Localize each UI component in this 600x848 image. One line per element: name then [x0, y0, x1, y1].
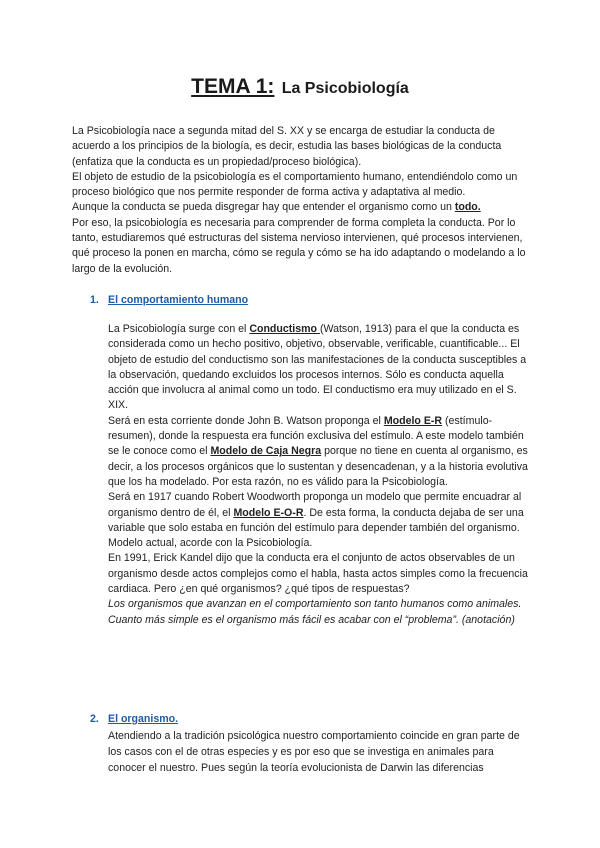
- s1-p2-text-b: (estímulo-resumen), donde la respuesta era función exclusiva del estímulo. A este modelo también se le conoce como el: [108, 414, 524, 458]
- intro-paragraph-4: Por eso, la psicobiología es necesaria para comprender de forma completa la conducta. Por lo tanto, estudiaremos qué estructuras del sistema nervioso intervienen, qué procesos intervienen, qué proceso la ponen en marcha, cómo se regula y cómo se ha ido adaptando o modelando a lo largo de la evolución.: [72, 216, 526, 275]
- section-1-paragraph-3: [108, 490, 528, 551]
- section-1-number: 1.: [90, 294, 99, 306]
- conductismo-term: Conductismo: [249, 323, 320, 335]
- section-1-heading: [90, 293, 248, 308]
- section-1-paragraph-4: En 1991, Erick Kandel dijo que la conducta era el conjunto de actos observables de un organismo desde actos complejos como el habla, hasta actos simples como la frecuencia cardiaca. Pero ¿en qué organismos? ¿qué tipos de respuestas?: [108, 552, 528, 596]
- section-1-note-2: Cuanto más simple es el organismo más fácil es acabar con el “problema”. (anotación): [108, 613, 515, 626]
- section-1-paragraph-2: [108, 414, 528, 490]
- modelo-er-term: Modelo E-R: [383, 414, 443, 427]
- caja-negra-term: Modelo de Caja Negra: [210, 445, 322, 458]
- intro-paragraph-1: La Psicobiología nace a segunda mitad del S. XX y se encarga de estudiar la conducta de acuerdo a los principios de la biología, es decir, estudia las bases biológicas de la conducta (enfatiza que la conducta es un propiedad/proceso biológica).: [72, 125, 502, 168]
- section-1-paragraph-1: [108, 322, 528, 414]
- s1-p3-text-b: . De esta forma, la conducta dejaba de ser una variable que solo estaba en función del estímulo para depender también del organismo. Modelo actual, acorde con la Psicobiología.: [108, 506, 524, 550]
- intro-section: [72, 124, 528, 277]
- page-title: [0, 74, 600, 102]
- section-1-body: [108, 322, 528, 628]
- section-1-note-1: Los organismos que avanzan en el comportamiento son tanto humanos como animales.: [108, 598, 522, 611]
- title-text: La Psicobiología: [281, 80, 409, 97]
- s1-p3-text-a: Será en 1917 cuando Robert Woodworth proponga un modelo que permite encuadrar al organismo dentro de él, el: [108, 491, 522, 519]
- modelo-eor-term: Modelo E-O-R: [233, 506, 304, 519]
- section-2-heading: [90, 712, 178, 727]
- section-1-title: El comportamiento humano: [108, 294, 249, 306]
- title-prefix: TEMA 1:: [191, 75, 275, 98]
- s1-p2-text-c: porque no tiene en cuenta al organismo, es decir, a los procesos orgánicos que lo sustentan y desencadenan, y a la historia evolutiva que los ha modelado. Por esta razón, no es válido para la Psicobiología.: [108, 445, 528, 488]
- section-2-number: 2.: [90, 713, 99, 725]
- section-2-paragraph-1: Atendiendo a la tradición psicológica nuestro comportamiento coincide en gran parte de los casos con el de otras especies y es por eso que se investiga en animales para conocer el nuestro. Pues según la teoría evolucionista de Darwin las diferencias: [108, 730, 520, 774]
- section-2-title: El organismo.: [108, 713, 179, 725]
- intro-p3-emphasis: todo.: [454, 201, 481, 214]
- s1-p2-text-a: Será en esta corriente donde John B. Watson proponga el: [108, 414, 384, 427]
- section-2-body: [108, 728, 528, 776]
- intro-p3-text: Aunque la conducta se pueda disgregar hay que entender el organismo como un: [72, 201, 455, 214]
- s1-p1-text-b: (Watson, 1913) para el que la conducta es considerada como un hecho positivo, objetivo, observable, verificable, cuantificable... El objeto de estudio del conductismo son las manifestaciones de la conducta susceptibles a la observación, quedando excluidos los procesos internos. Sólo es conducta aquella acción que involucra al animal como un todo. El conductismo era muy utilizado en el S. XIX.: [108, 323, 527, 412]
- s1-p1-text-a: La Psicobiología surge con el: [108, 323, 250, 335]
- intro-paragraph-2: El objeto de estudio de la psicobiología es el comportamiento humano, entendiéndolo como un proceso biológico que nos permite responder de forma activa y adaptativa al medio.: [72, 170, 518, 199]
- intro-paragraph-3: [72, 200, 528, 215]
